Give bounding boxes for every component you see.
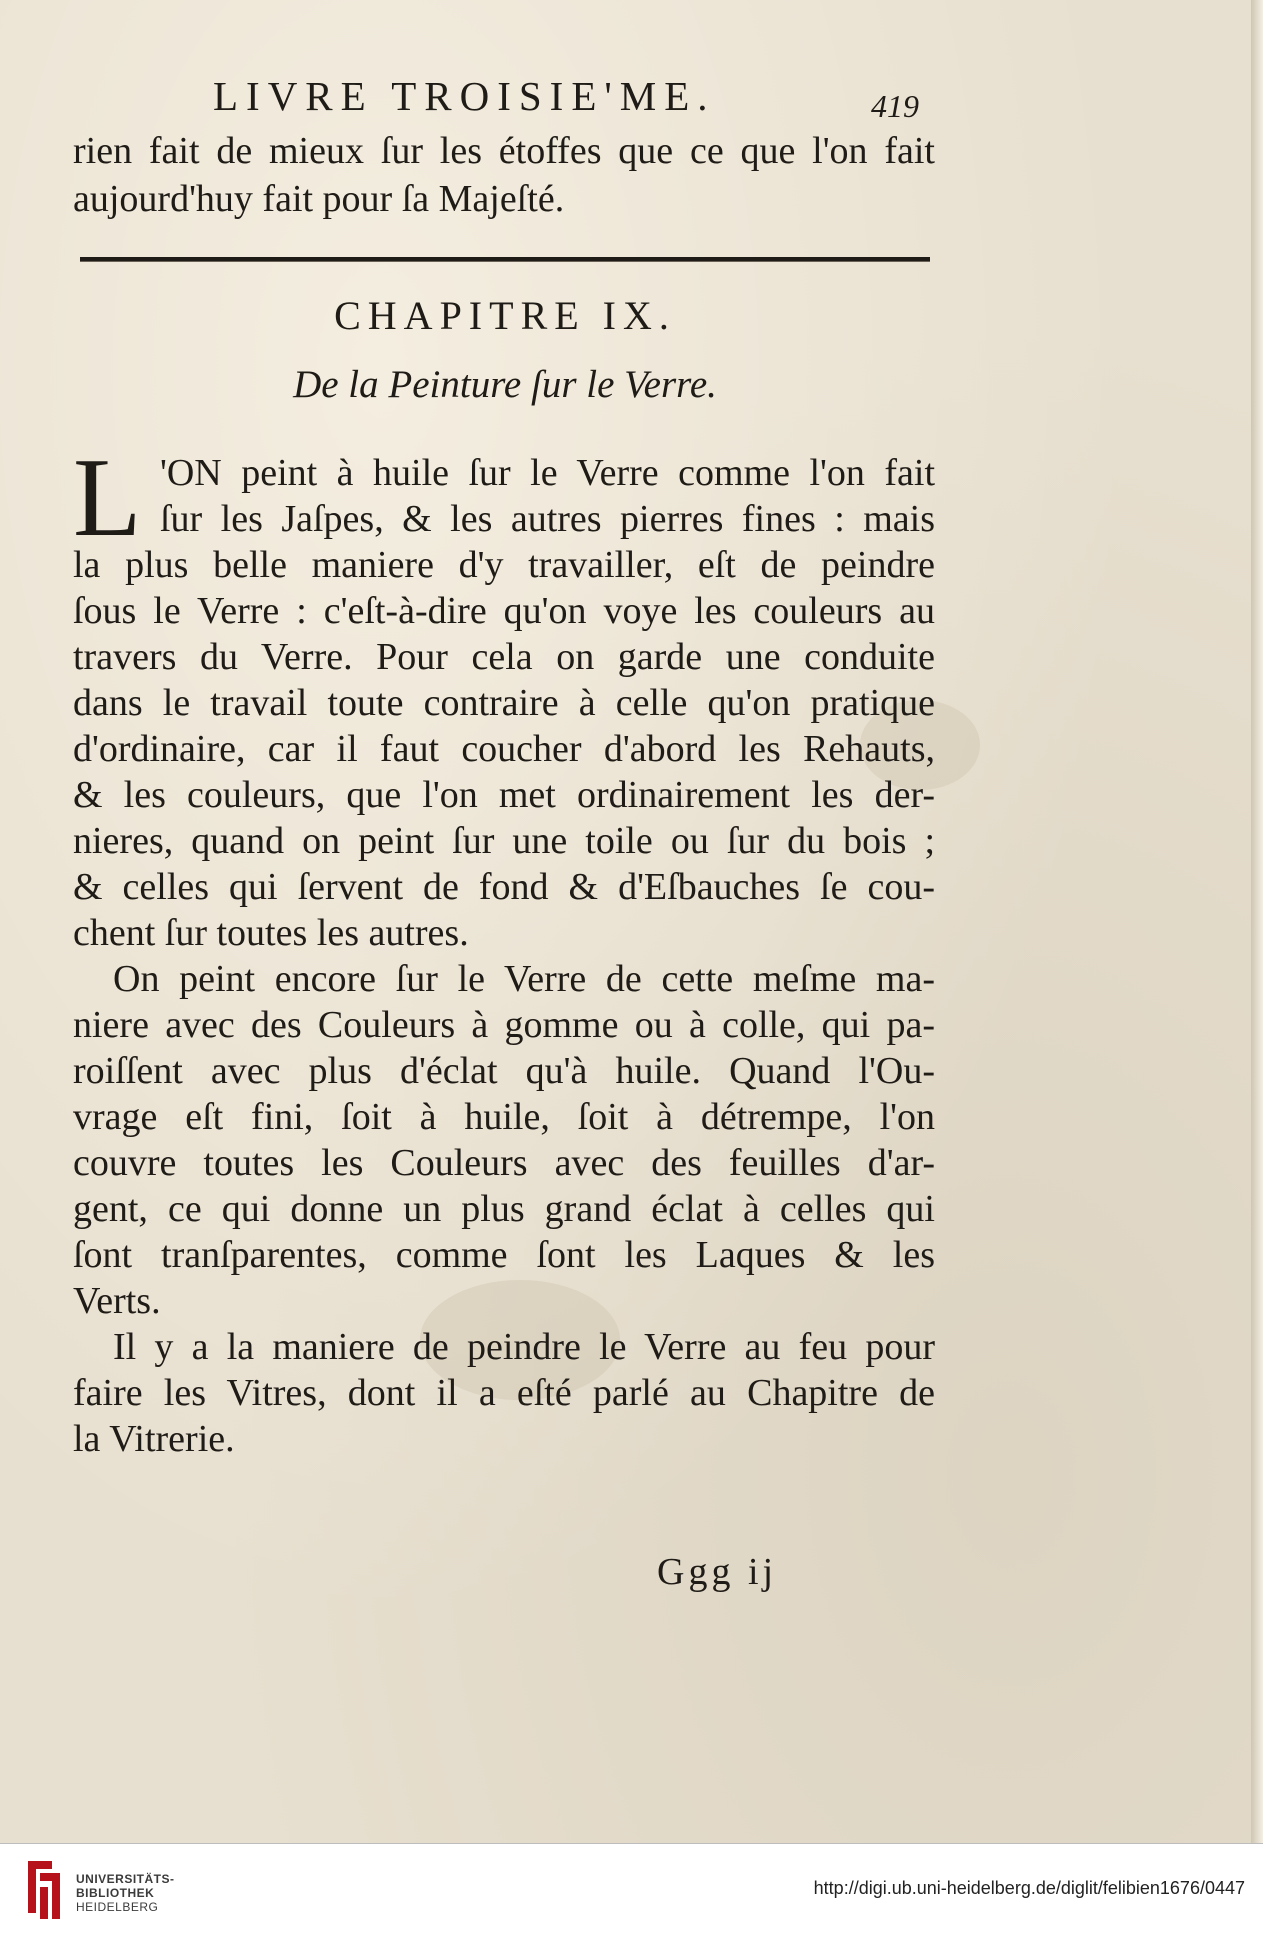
library-name-line: HEIDELBERG: [76, 1900, 159, 1914]
text-line: nieres, quand on peint ſur une toile ou ſur du bois ;: [73, 820, 935, 862]
text-line: gent, ce qui donne un plus grand éclat à celles qui: [73, 1188, 935, 1230]
text-line: & les couleurs, que l'on met ordinairement les der-: [73, 774, 935, 816]
text-line: ſous le Verre : c'eſt-à-dire qu'on voye les couleurs au: [73, 590, 935, 632]
text-line: la plus belle maniere d'y travailler, eſt de peindre: [73, 544, 935, 586]
library-name-line: UNIVERSITÄTS-: [76, 1872, 175, 1886]
text-line: & celles qui ſervent de fond & d'Eſbauches ſe cou-: [73, 866, 935, 908]
text-line: aujourd'huy fait pour ſa Majeſté.: [73, 178, 565, 220]
text-line: chent ſur toutes les autres.: [73, 912, 469, 954]
library-name-line: BIBLIOTHEK: [76, 1886, 155, 1900]
text-line: couvre toutes les Couleurs avec des feuilles d'ar-: [73, 1142, 935, 1184]
page-edge: [1251, 0, 1263, 1843]
page-number: 419: [871, 88, 919, 124]
viewer-footer: [0, 1843, 1263, 1937]
chapter-rule: [80, 257, 930, 262]
text-line: ſur les Jaſpes, & les autres pierres fines : mais: [160, 498, 935, 540]
library-logo-icon: [22, 1857, 66, 1923]
text-line: Verts.: [73, 1280, 161, 1322]
text-line: faire les Vitres, dont il a eſté parlé au Chapitre de: [73, 1372, 935, 1414]
text-line: On peint encore ſur le Verre de cette meſme ma-: [113, 958, 935, 1000]
text-line: la Vitrerie.: [73, 1418, 235, 1460]
text-line: Il y a la maniere de peindre le Verre au feu pour: [113, 1326, 935, 1368]
running-head: LIVRE TROISIE'ME.: [213, 73, 716, 119]
chapter-subtitle: De la Peinture ſur le Verre.: [293, 363, 717, 406]
text-line: travers du Verre. Pour cela on garde une conduite: [73, 636, 935, 678]
text-line: rien fait de mieux ſur les étoffes que ce que l'on fait: [73, 130, 935, 172]
text-line: d'ordinaire, car il faut coucher d'abord les Rehauts,: [73, 728, 935, 770]
text-line: ſont tranſparentes, comme ſont les Laques & les: [73, 1234, 935, 1276]
catchword: Ggg ij: [657, 1551, 778, 1593]
text-line: 'ON peint à huile ſur le Verre comme l'on fait: [160, 452, 935, 494]
text-line: niere avec des Couleurs à gomme ou à colle, qui pa-: [73, 1004, 935, 1046]
text-line: dans le travail toute contraire à celle qu'on pratique: [73, 682, 935, 724]
text-line: vrage eſt fini, ſoit à huile, ſoit à détrempe, l'on: [73, 1096, 935, 1138]
source-url-link[interactable]: http://digi.ub.uni-heidelberg.de/diglit/felibien1676/0447: [813, 1878, 1245, 1898]
chapter-title: CHAPITRE IX.: [334, 293, 676, 338]
drop-cap: L: [73, 436, 142, 560]
text-line: roiſſent avec plus d'éclat qu'à huile. Quand l'Ou-: [73, 1050, 935, 1092]
